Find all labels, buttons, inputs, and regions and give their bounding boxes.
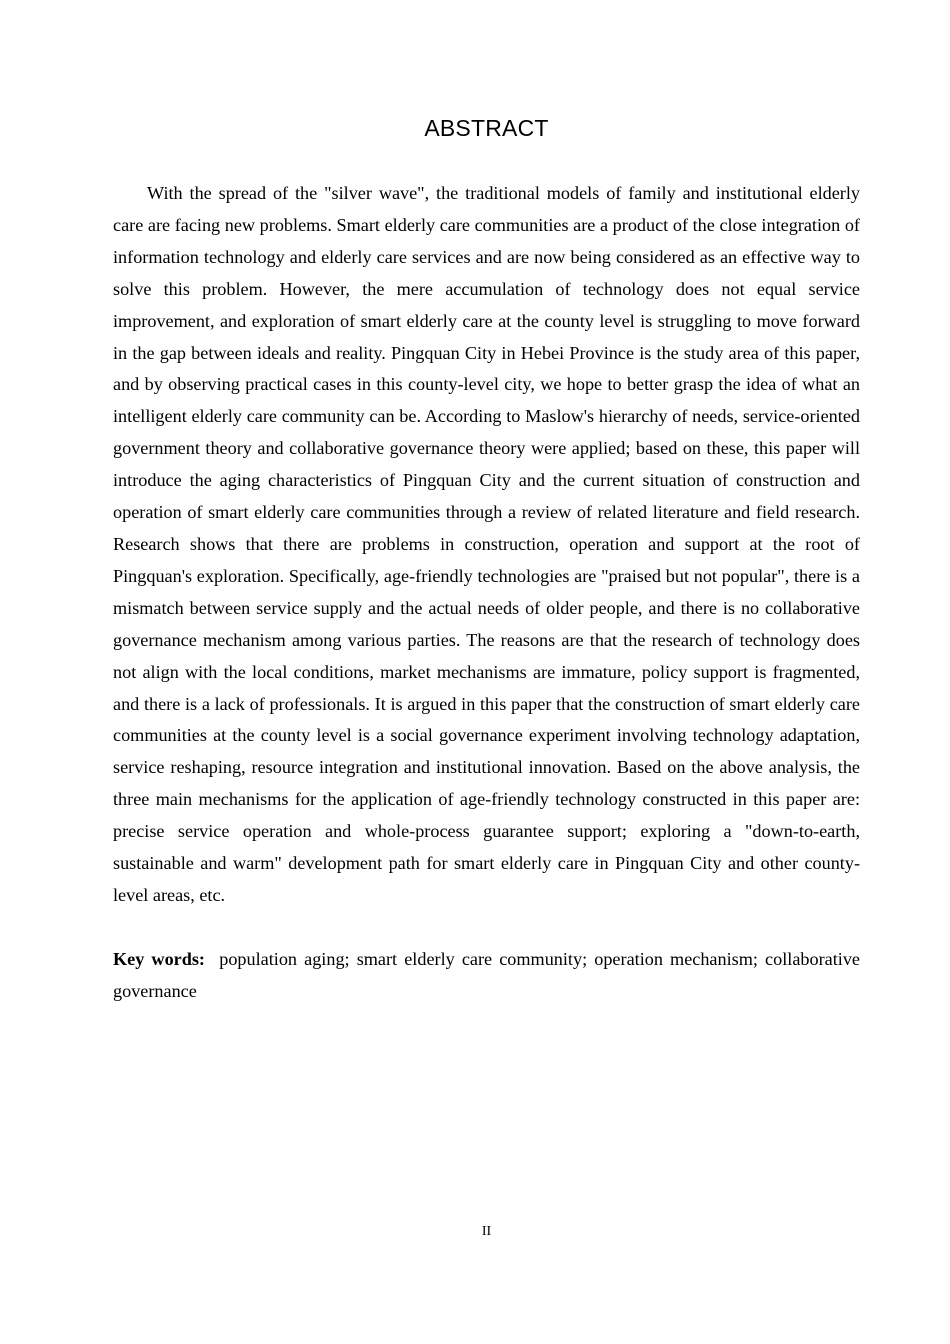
abstract-title: ABSTRACT (424, 115, 549, 141)
page-number: II (481, 1224, 492, 1239)
keywords-paragraph (113, 944, 860, 1008)
keywords-list: population aging; smart elderly care community; operation mechanism; collaborative governance (113, 949, 860, 1001)
keywords-label: Key words: (113, 949, 205, 969)
abstract-body: With the spread of the "silver wave", the traditional models of family and institutional elderly care are facing new problems. Smart elderly care communities are a product of the close integration of information technology and elderly care services and are now being considered as an effective way to solve this problem. However, the mere accumulation of technology does not equal service improvement, and exploration of smart elderly care at the county level is struggling to move forward in the gap between ideals and reality. Pingquan City in Hebei Province is the study area of this paper, and by observing practical cases in this county-level city, we hope to better grasp the idea of what an intelligent elderly care community can be. According to Maslow's hierarchy of needs, service-oriented government theory and collaborative governance theory were applied; based on these, this paper will introduce the aging characteristics of Pingquan City and the current situation of construction and operation of smart elderly care communities through a review of related literature and field research. Research shows that there are problems in construction, operation and support at the root of Pingquan's exploration. Specifically, age-friendly technologies are "praised but not popular", there is a mismatch between service supply and the actual needs of older people, and there is no collaborative governance mechanism among various parties. The reasons are that the research of technology does not align with the local conditions, market mechanisms are immature, policy support is fragmented, and there is a lack of professionals. It is argued in this paper that the construction of smart elderly care communities at the county level is a social governance experiment involving technology adaptation, service reshaping, resource integration and institutional innovation. Based on the above analysis, the three main mechanisms for the application of age-friendly technology constructed in this paper are: precise service operation and whole-process guarantee support; exploring a "down-to-earth, sustainable and warm" development path for smart elderly care in Pingquan City and other county-level areas, etc. (113, 183, 860, 905)
